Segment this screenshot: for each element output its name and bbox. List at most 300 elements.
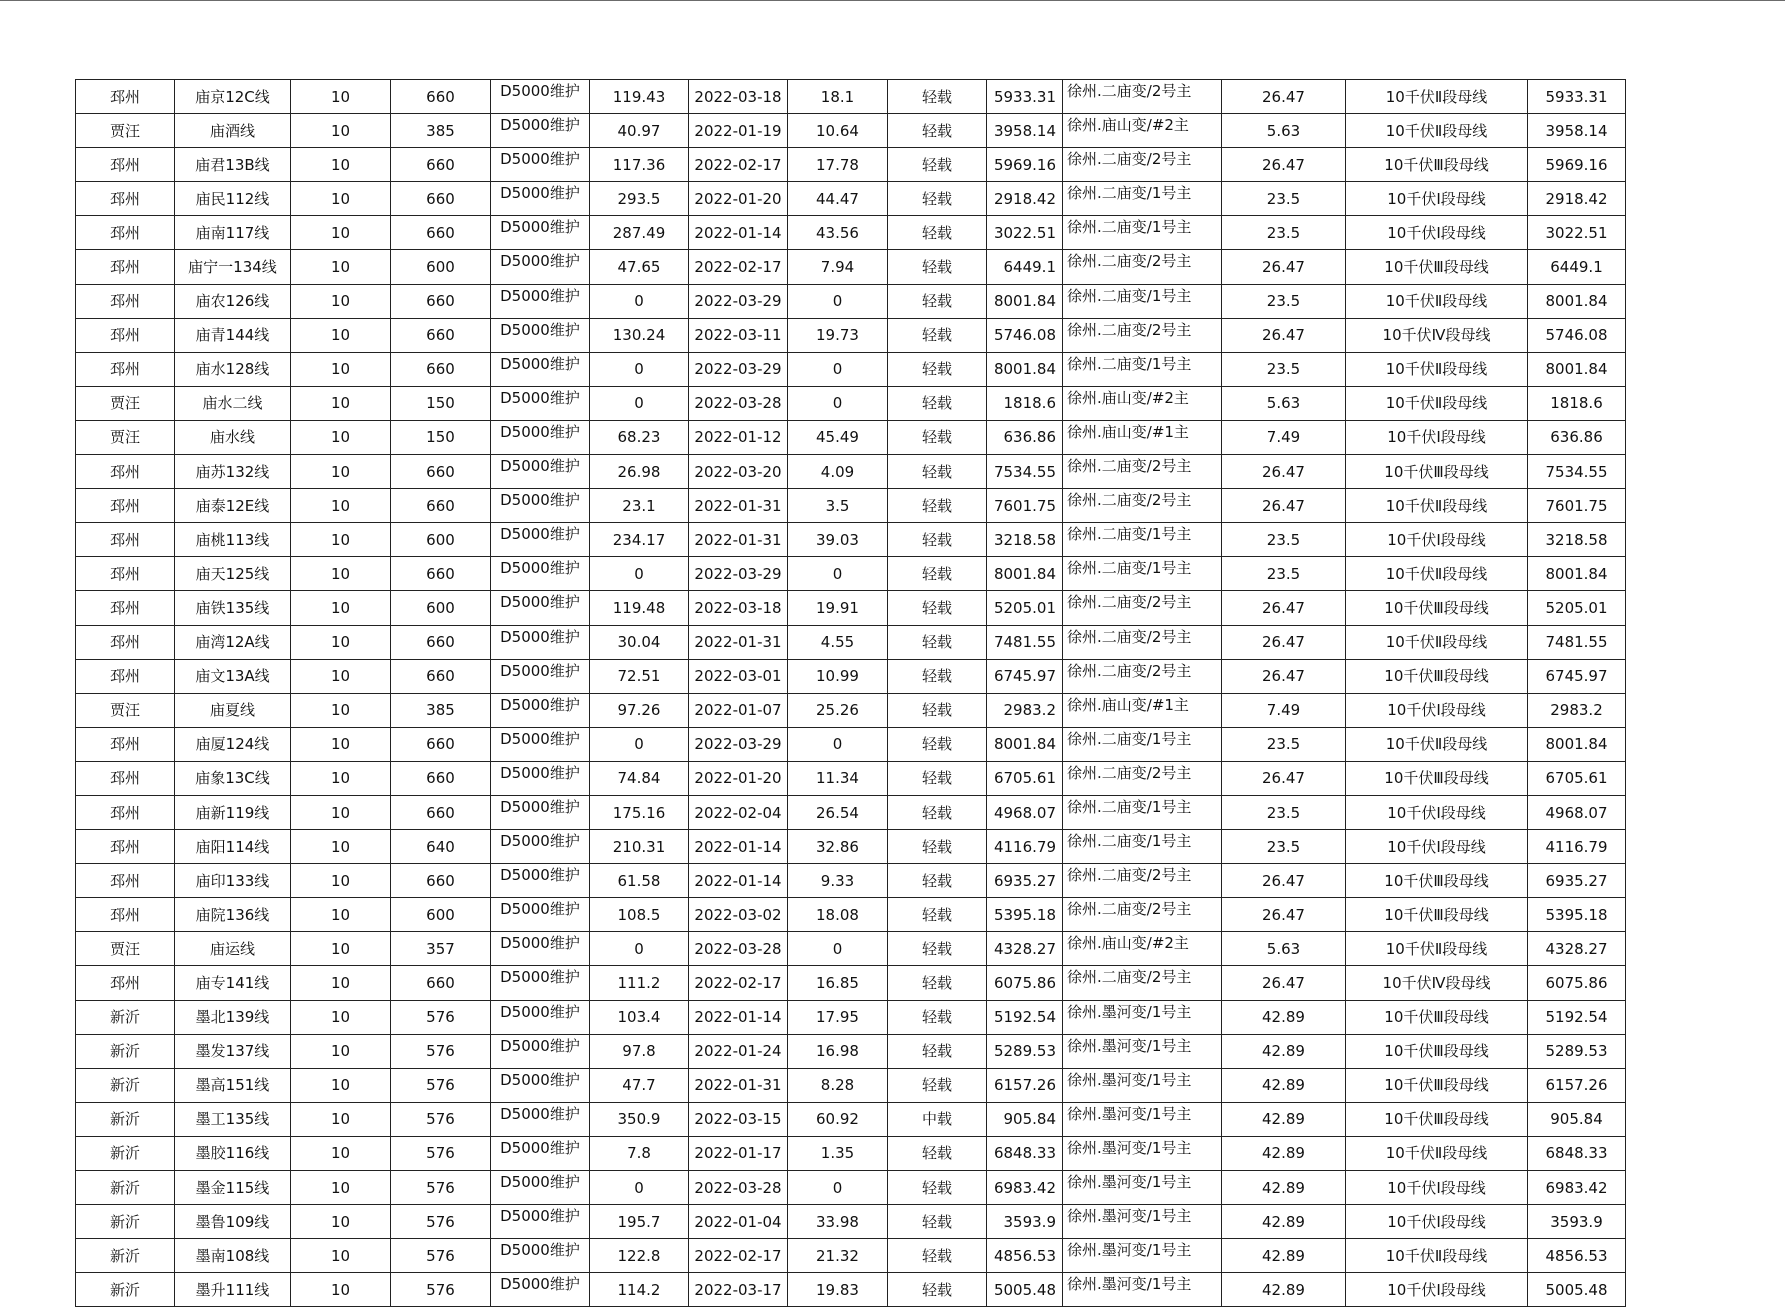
cell-district: 邳州 [76,250,175,284]
cell-max-current: 114.2 [590,1273,689,1307]
cell-busbar: 10千伏Ⅲ段母线 [1346,864,1528,898]
cell-transformer-rate: 5.63 [1222,114,1346,148]
cell-load-rate: 60.92 [788,1102,888,1136]
cell-busbar: 10千伏Ⅲ段母线 [1346,659,1528,693]
cell-transformer-rate: 42.89 [1222,1068,1346,1102]
table-row [76,830,1626,864]
cell-busbar-load: 6705.61 [1528,761,1626,795]
cell-data-source: D5000维护 [491,557,590,591]
cell-rated-current: 660 [391,80,491,114]
cell-voltage: 10 [291,216,391,250]
cell-load-rate: 18.1 [788,80,888,114]
cell-line-name: 庙印133线 [175,864,291,898]
table-row [76,284,1626,318]
cell-date: 2022-02-17 [689,148,788,182]
cell-line-name: 庙泰12E线 [175,489,291,523]
cell-line-name: 墨北139线 [175,1000,291,1034]
table-row [76,795,1626,829]
cell-busbar: 10千伏Ⅲ段母线 [1346,148,1528,182]
cell-transformer-rate: 23.5 [1222,216,1346,250]
cell-transformer-rate: 42.89 [1222,1102,1346,1136]
cell-date: 2022-02-17 [689,250,788,284]
cell-data-source: D5000维护 [491,114,590,148]
cell-voltage: 10 [291,1034,391,1068]
cell-voltage: 10 [291,1068,391,1102]
cell-load-rate: 0 [788,284,888,318]
cell-line-name: 庙铁135线 [175,591,291,625]
cell-voltage: 10 [291,1000,391,1034]
cell-transformer-rate: 5.63 [1222,386,1346,420]
cell-voltage: 10 [291,182,391,216]
cell-load-status: 轻载 [888,250,987,284]
cell-busbar-load: 6983.42 [1528,1171,1626,1205]
cell-load-status: 轻载 [888,1068,987,1102]
cell-rated-current: 576 [391,1136,491,1170]
table-row [76,455,1626,489]
cell-load-after: 2918.42 [987,182,1063,216]
cell-load-status: 轻载 [888,830,987,864]
cell-line-name: 庙君13B线 [175,148,291,182]
cell-load-status: 轻载 [888,182,987,216]
cell-load-status: 轻载 [888,864,987,898]
cell-max-current: 0 [590,727,689,761]
cell-rated-current: 660 [391,864,491,898]
cell-busbar-load: 4856.53 [1528,1239,1626,1273]
cell-district: 贾汪 [76,932,175,966]
cell-load-rate: 0 [788,1171,888,1205]
cell-busbar: 10千伏Ⅲ段母线 [1346,591,1528,625]
cell-district: 邳州 [76,489,175,523]
cell-district: 新沂 [76,1068,175,1102]
cell-date: 2022-01-19 [689,114,788,148]
cell-line-name: 庙苏132线 [175,455,291,489]
cell-transformer: 徐州.墨河变/1号主 [1063,1102,1222,1136]
cell-busbar: 10千伏Ⅱ段母线 [1346,284,1528,318]
cell-max-current: 68.23 [590,420,689,454]
cell-busbar-load: 905.84 [1528,1102,1626,1136]
cell-district: 邳州 [76,966,175,1000]
cell-transformer: 徐州.墨河变/1号主 [1063,1136,1222,1170]
cell-transformer: 徐州.墨河变/1号主 [1063,1000,1222,1034]
cell-rated-current: 660 [391,182,491,216]
cell-district: 邳州 [76,761,175,795]
cell-voltage: 10 [291,489,391,523]
cell-max-current: 7.8 [590,1136,689,1170]
cell-rated-current: 576 [391,1068,491,1102]
cell-transformer-rate: 26.47 [1222,761,1346,795]
table-row [76,864,1626,898]
cell-load-status: 轻载 [888,1239,987,1273]
cell-busbar-load: 6449.1 [1528,250,1626,284]
cell-rated-current: 660 [391,284,491,318]
cell-voltage: 10 [291,250,391,284]
cell-busbar-load: 636.86 [1528,420,1626,454]
cell-district: 新沂 [76,1102,175,1136]
cell-line-name: 墨南108线 [175,1239,291,1273]
cell-transformer: 徐州.二庙变/2号主 [1063,591,1222,625]
cell-date: 2022-01-24 [689,1034,788,1068]
cell-data-source: D5000维护 [491,659,590,693]
cell-transformer: 徐州.二庙变/1号主 [1063,795,1222,829]
cell-voltage: 10 [291,795,391,829]
cell-busbar-load: 6935.27 [1528,864,1626,898]
cell-busbar-load: 1818.6 [1528,386,1626,420]
cell-busbar-load: 3593.9 [1528,1205,1626,1239]
cell-transformer-rate: 42.89 [1222,1000,1346,1034]
cell-busbar: 10千伏Ⅲ段母线 [1346,761,1528,795]
cell-transformer: 徐州.墨河变/1号主 [1063,1239,1222,1273]
cell-load-rate: 4.55 [788,625,888,659]
cell-date: 2022-03-20 [689,455,788,489]
cell-busbar-load: 5395.18 [1528,898,1626,932]
cell-load-rate: 10.64 [788,114,888,148]
cell-transformer-rate: 26.47 [1222,898,1346,932]
cell-transformer: 徐州.二庙变/2号主 [1063,489,1222,523]
cell-line-name: 庙农126线 [175,284,291,318]
cell-transformer-rate: 42.89 [1222,1034,1346,1068]
cell-voltage: 10 [291,659,391,693]
cell-line-name: 墨胶116线 [175,1136,291,1170]
cell-line-name: 庙宁一134线 [175,250,291,284]
cell-busbar: 10千伏Ⅲ段母线 [1346,455,1528,489]
cell-date: 2022-01-20 [689,761,788,795]
cell-voltage: 10 [291,386,391,420]
cell-load-status: 中载 [888,1102,987,1136]
cell-transformer: 徐州.二庙变/2号主 [1063,80,1222,114]
cell-busbar-load: 3022.51 [1528,216,1626,250]
cell-line-name: 庙天125线 [175,557,291,591]
cell-busbar-load: 8001.84 [1528,727,1626,761]
cell-load-after: 6705.61 [987,761,1063,795]
table-row [76,386,1626,420]
table-row [76,318,1626,352]
cell-district: 邳州 [76,455,175,489]
cell-load-after: 4116.79 [987,830,1063,864]
cell-voltage: 10 [291,114,391,148]
table-row [76,352,1626,386]
cell-district: 贾汪 [76,114,175,148]
cell-data-source: D5000维护 [491,1102,590,1136]
cell-voltage: 10 [291,420,391,454]
cell-data-source: D5000维护 [491,523,590,557]
cell-district: 新沂 [76,1205,175,1239]
cell-busbar-load: 7601.75 [1528,489,1626,523]
cell-data-source: D5000维护 [491,727,590,761]
cell-transformer-rate: 42.89 [1222,1239,1346,1273]
cell-transformer: 徐州.墨河变/1号主 [1063,1171,1222,1205]
cell-load-status: 轻载 [888,1273,987,1307]
cell-load-status: 轻载 [888,216,987,250]
cell-data-source: D5000维护 [491,761,590,795]
cell-rated-current: 660 [391,761,491,795]
cell-busbar: 10千伏Ⅱ段母线 [1346,1239,1528,1273]
cell-voltage: 10 [291,80,391,114]
cell-busbar: 10千伏Ⅱ段母线 [1346,557,1528,591]
cell-line-name: 庙民112线 [175,182,291,216]
cell-load-rate: 8.28 [788,1068,888,1102]
cell-transformer: 徐州.二庙变/2号主 [1063,864,1222,898]
table-row [76,557,1626,591]
cell-busbar-load: 5289.53 [1528,1034,1626,1068]
cell-district: 邳州 [76,523,175,557]
cell-busbar: 10千伏Ⅰ段母线 [1346,1171,1528,1205]
cell-district: 新沂 [76,1273,175,1307]
cell-load-status: 轻载 [888,1136,987,1170]
cell-load-rate: 0 [788,386,888,420]
cell-load-after: 6157.26 [987,1068,1063,1102]
cell-line-name: 庙厦124线 [175,727,291,761]
cell-max-current: 0 [590,1171,689,1205]
cell-rated-current: 660 [391,557,491,591]
cell-voltage: 10 [291,1273,391,1307]
cell-date: 2022-01-14 [689,864,788,898]
cell-load-status: 轻载 [888,727,987,761]
cell-rated-current: 385 [391,693,491,727]
cell-transformer: 徐州.庙山变/#1主 [1063,420,1222,454]
cell-load-rate: 0 [788,932,888,966]
cell-load-rate: 16.98 [788,1034,888,1068]
cell-date: 2022-01-12 [689,420,788,454]
cell-load-after: 5289.53 [987,1034,1063,1068]
cell-line-name: 庙运线 [175,932,291,966]
cell-load-after: 5933.31 [987,80,1063,114]
cell-data-source: D5000维护 [491,1273,590,1307]
cell-district: 邳州 [76,557,175,591]
cell-load-rate: 9.33 [788,864,888,898]
cell-transformer-rate: 23.5 [1222,352,1346,386]
cell-data-source: D5000维护 [491,966,590,1000]
cell-transformer: 徐州.二庙变/1号主 [1063,557,1222,591]
cell-rated-current: 660 [391,625,491,659]
cell-load-status: 轻载 [888,386,987,420]
cell-voltage: 10 [291,761,391,795]
cell-date: 2022-03-28 [689,386,788,420]
cell-max-current: 119.48 [590,591,689,625]
cell-date: 2022-03-01 [689,659,788,693]
cell-line-name: 庙南117线 [175,216,291,250]
cell-rated-current: 600 [391,523,491,557]
cell-busbar-load: 7481.55 [1528,625,1626,659]
cell-district: 邳州 [76,80,175,114]
cell-load-status: 轻载 [888,80,987,114]
cell-rated-current: 600 [391,898,491,932]
cell-district: 新沂 [76,1239,175,1273]
cell-line-name: 庙青144线 [175,318,291,352]
cell-data-source: D5000维护 [491,1034,590,1068]
cell-rated-current: 660 [391,318,491,352]
cell-max-current: 26.98 [590,455,689,489]
cell-rated-current: 576 [391,1000,491,1034]
cell-busbar: 10千伏Ⅳ段母线 [1346,966,1528,1000]
cell-busbar-load: 6075.86 [1528,966,1626,1000]
table-row [76,250,1626,284]
cell-data-source: D5000维护 [491,898,590,932]
cell-transformer-rate: 42.89 [1222,1273,1346,1307]
cell-rated-current: 640 [391,830,491,864]
cell-date: 2022-03-15 [689,1102,788,1136]
cell-load-after: 905.84 [987,1102,1063,1136]
cell-rated-current: 576 [391,1239,491,1273]
cell-load-rate: 39.03 [788,523,888,557]
cell-date: 2022-01-17 [689,1136,788,1170]
cell-rated-current: 576 [391,1171,491,1205]
cell-voltage: 10 [291,148,391,182]
cell-transformer: 徐州.二庙变/1号主 [1063,830,1222,864]
cell-max-current: 210.31 [590,830,689,864]
cell-load-status: 轻载 [888,898,987,932]
table-row [76,1136,1626,1170]
cell-voltage: 10 [291,557,391,591]
cell-max-current: 108.5 [590,898,689,932]
cell-district: 贾汪 [76,693,175,727]
cell-max-current: 30.04 [590,625,689,659]
cell-voltage: 10 [291,523,391,557]
cell-line-name: 墨高151线 [175,1068,291,1102]
table-row [76,727,1626,761]
cell-transformer: 徐州.二庙变/1号主 [1063,216,1222,250]
cell-transformer: 徐州.庙山变/#2主 [1063,932,1222,966]
cell-rated-current: 576 [391,1273,491,1307]
cell-load-after: 5192.54 [987,1000,1063,1034]
cell-line-name: 庙院136线 [175,898,291,932]
cell-busbar-load: 4116.79 [1528,830,1626,864]
cell-voltage: 10 [291,625,391,659]
cell-data-source: D5000维护 [491,489,590,523]
cell-load-after: 6848.33 [987,1136,1063,1170]
cell-district: 贾汪 [76,386,175,420]
cell-transformer: 徐州.二庙变/2号主 [1063,318,1222,352]
cell-district: 邳州 [76,625,175,659]
cell-load-after: 3022.51 [987,216,1063,250]
cell-district: 邳州 [76,352,175,386]
cell-line-name: 庙水线 [175,420,291,454]
cell-busbar: 10千伏Ⅰ段母线 [1346,523,1528,557]
cell-transformer-rate: 26.47 [1222,966,1346,1000]
table-row [76,1068,1626,1102]
cell-transformer-rate: 26.47 [1222,148,1346,182]
cell-voltage: 10 [291,284,391,318]
table-row [76,420,1626,454]
cell-date: 2022-01-31 [689,489,788,523]
table-row [76,591,1626,625]
cell-transformer: 徐州.二庙变/2号主 [1063,455,1222,489]
cell-load-after: 5005.48 [987,1273,1063,1307]
cell-date: 2022-03-18 [689,80,788,114]
cell-line-name: 庙桃113线 [175,523,291,557]
cell-load-after: 4328.27 [987,932,1063,966]
cell-busbar: 10千伏Ⅲ段母线 [1346,250,1528,284]
cell-date: 2022-01-14 [689,1000,788,1034]
cell-date: 2022-03-02 [689,898,788,932]
cell-transformer: 徐州.二庙变/1号主 [1063,352,1222,386]
cell-load-after: 8001.84 [987,727,1063,761]
cell-busbar-load: 8001.84 [1528,557,1626,591]
table-row [76,625,1626,659]
cell-load-after: 3593.9 [987,1205,1063,1239]
cell-load-rate: 4.09 [788,455,888,489]
cell-load-status: 轻载 [888,114,987,148]
cell-transformer: 徐州.墨河变/1号主 [1063,1068,1222,1102]
cell-district: 邳州 [76,659,175,693]
cell-transformer: 徐州.二庙变/2号主 [1063,148,1222,182]
cell-load-rate: 43.56 [788,216,888,250]
cell-voltage: 10 [291,1171,391,1205]
cell-load-after: 5205.01 [987,591,1063,625]
cell-date: 2022-02-04 [689,795,788,829]
cell-max-current: 287.49 [590,216,689,250]
table-row [76,216,1626,250]
cell-max-current: 175.16 [590,795,689,829]
cell-data-source: D5000维护 [491,352,590,386]
cell-load-rate: 32.86 [788,830,888,864]
table-row [76,1000,1626,1034]
cell-transformer-rate: 23.5 [1222,523,1346,557]
cell-transformer: 徐州.二庙变/2号主 [1063,659,1222,693]
cell-busbar-load: 6848.33 [1528,1136,1626,1170]
cell-rated-current: 660 [391,216,491,250]
cell-rated-current: 150 [391,386,491,420]
cell-busbar: 10千伏Ⅱ段母线 [1346,932,1528,966]
cell-load-after: 7481.55 [987,625,1063,659]
cell-district: 新沂 [76,1136,175,1170]
cell-busbar: 10千伏Ⅰ段母线 [1346,1205,1528,1239]
cell-district: 新沂 [76,1034,175,1068]
cell-district: 贾汪 [76,420,175,454]
cell-busbar: 10千伏Ⅰ段母线 [1346,182,1528,216]
cell-load-rate: 21.32 [788,1239,888,1273]
cell-transformer: 徐州.庙山变/#2主 [1063,114,1222,148]
cell-max-current: 23.1 [590,489,689,523]
cell-load-status: 轻载 [888,795,987,829]
cell-transformer-rate: 42.89 [1222,1136,1346,1170]
cell-line-name: 庙酒线 [175,114,291,148]
cell-load-rate: 7.94 [788,250,888,284]
cell-voltage: 10 [291,898,391,932]
cell-transformer: 徐州.二庙变/1号主 [1063,523,1222,557]
cell-date: 2022-03-28 [689,932,788,966]
cell-load-status: 轻载 [888,966,987,1000]
cell-max-current: 74.84 [590,761,689,795]
table-row [76,114,1626,148]
cell-load-after: 2983.2 [987,693,1063,727]
cell-busbar-load: 5746.08 [1528,318,1626,352]
cell-data-source: D5000维护 [491,182,590,216]
cell-load-after: 6983.42 [987,1171,1063,1205]
table-row [76,523,1626,557]
cell-max-current: 195.7 [590,1205,689,1239]
cell-data-source: D5000维护 [491,216,590,250]
cell-load-status: 轻载 [888,455,987,489]
cell-busbar: 10千伏Ⅲ段母线 [1346,898,1528,932]
cell-line-name: 庙水128线 [175,352,291,386]
cell-transformer-rate: 7.49 [1222,693,1346,727]
cell-data-source: D5000维护 [491,1171,590,1205]
cell-district: 邳州 [76,318,175,352]
cell-busbar: 10千伏Ⅱ段母线 [1346,386,1528,420]
cell-load-rate: 26.54 [788,795,888,829]
cell-busbar: 10千伏Ⅰ段母线 [1346,693,1528,727]
cell-busbar: 10千伏Ⅰ段母线 [1346,830,1528,864]
cell-transformer-rate: 23.5 [1222,557,1346,591]
cell-transformer-rate: 23.5 [1222,727,1346,761]
page-top-border [0,0,1785,1]
cell-transformer-rate: 26.47 [1222,455,1346,489]
cell-load-after: 4968.07 [987,795,1063,829]
cell-district: 邳州 [76,148,175,182]
cell-transformer-rate: 23.5 [1222,284,1346,318]
cell-district: 邳州 [76,284,175,318]
cell-load-after: 5746.08 [987,318,1063,352]
